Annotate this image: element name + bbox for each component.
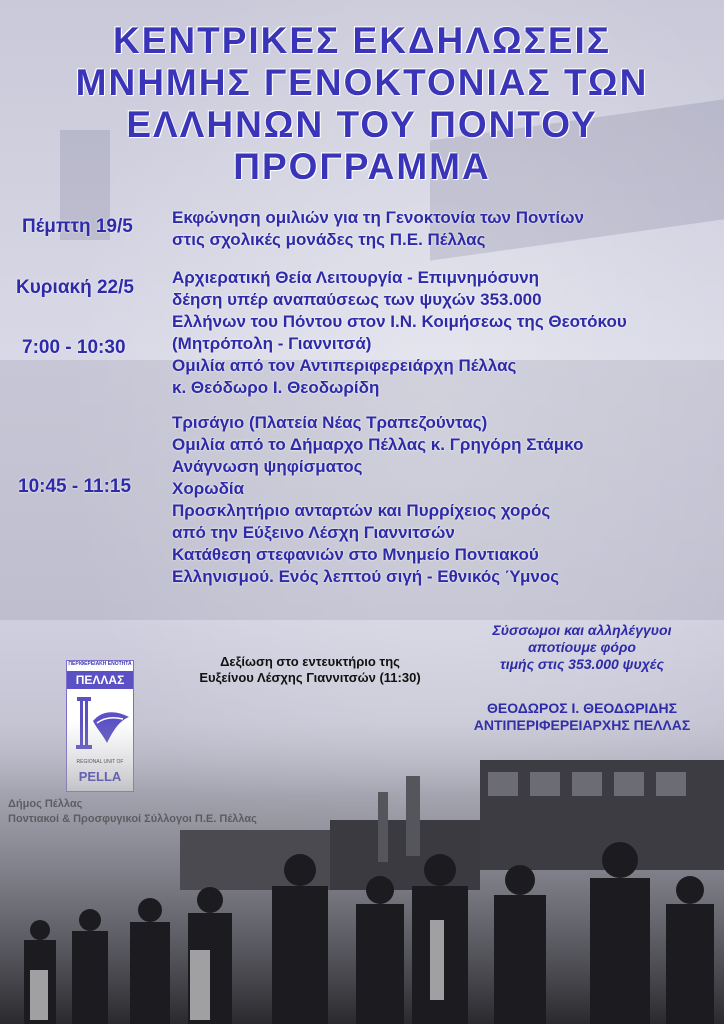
program-line: Προσκλητήριο ανταρτών και Πυρρίχειος χορός <box>172 501 551 520</box>
program-line: Χορωδία <box>172 479 245 498</box>
program-line: από την Εύξεινο Λέσχη Γιαννιτσών <box>172 523 455 542</box>
signature-name: ΘΕΟΔΩΡΟΣ Ι. ΘΕΟΔΩΡΙΔΗΣ <box>486 700 678 716</box>
program-line: στις σχολικές μονάδες της Π.Ε. Πέλλας <box>172 230 486 249</box>
program-line: Εκφώνηση ομιλιών για τη Γενοκτονία των Ποντίων <box>172 208 584 227</box>
reception-note <box>150 654 470 686</box>
reception-line: Δεξίωση στο εντευκτήριο της <box>220 654 400 669</box>
program-line: Ελλήνων του Πόντου στον Ι.Ν. Κοιμήσεως της Θεοτόκου <box>172 312 627 331</box>
day2-time: 7:00 - 10:30 <box>22 337 126 358</box>
block3-program <box>172 412 583 588</box>
motto-line: τιμής στις 353.000 ψυχές <box>499 656 665 672</box>
program-line: Ομιλία από το Δήμαρχο Πέλλας κ. Γρηγόρη Στάμκο <box>172 435 584 454</box>
program-line: κ. Θεόδωρο Ι. Θεοδωρίδη <box>172 378 380 397</box>
day1-program <box>172 207 584 251</box>
motto-line: αποτίουμε φόρο <box>528 639 636 655</box>
motto <box>462 622 702 673</box>
historical-photo <box>0 720 724 1024</box>
program-line: Αρχιερατική Θεία Λειτουργία - Επιμνημόσυνη <box>172 268 540 287</box>
reception-line: Ευξείνου Λέσχης Γιαννιτσών (11:30) <box>199 670 421 685</box>
title-line-3: ΕΛΛΗΝΩΝ ΤΟΥ ΠΟΝΤΟΥ <box>126 104 598 145</box>
logo-name: ΠΕΛΛΑΣ <box>67 671 133 689</box>
program-line: Τρισάγιο (Πλατεία Νέας Τραπεζούντας) <box>172 413 488 432</box>
motto-line: Σύσσωμοι και αλληλέγγυοι <box>492 622 672 638</box>
program-line: Ομιλία από τον Αντιπεριφερειάρχη Πέλλας <box>172 356 517 375</box>
program-line: (Μητρόπολη - Γιαννιτσά) <box>172 334 372 353</box>
day2-label: Κυριακή 22/5 <box>16 277 134 298</box>
title-line-2: ΜΝΗΜΗΣ ΓΕΝΟΚΤΟΝΙΑΣ ΤΩΝ <box>75 62 649 103</box>
program-line: Ελληνισμού. Ενός λεπτού σιγή - Εθνικός Ύμνος <box>172 567 560 586</box>
day2-program <box>172 267 627 399</box>
program-line: Κατάθεση στεφανιών στο Μνημείο Ποντιακού <box>172 545 539 564</box>
title-line-4: ΠΡΟΓΡΑΜΜΑ <box>233 146 491 187</box>
program-line: δέηση υπέρ αναπαύσεως των ψυχών 353.000 <box>172 290 542 309</box>
day1-label: Πέμπτη 19/5 <box>22 216 133 237</box>
logo-top-text: ΠΕΡΙΦΕΡΕΙΑΚΗ ΕΝΟΤΗΤΑ <box>68 661 132 667</box>
title-line-1: ΚΕΝΤΡΙΚΕΣ ΕΚΔΗΛΩΣΕΙΣ <box>113 20 611 61</box>
block3-time: 10:45 - 11:15 <box>18 476 132 497</box>
program-line: Ανάγνωση ψηφίσματος <box>172 457 363 476</box>
